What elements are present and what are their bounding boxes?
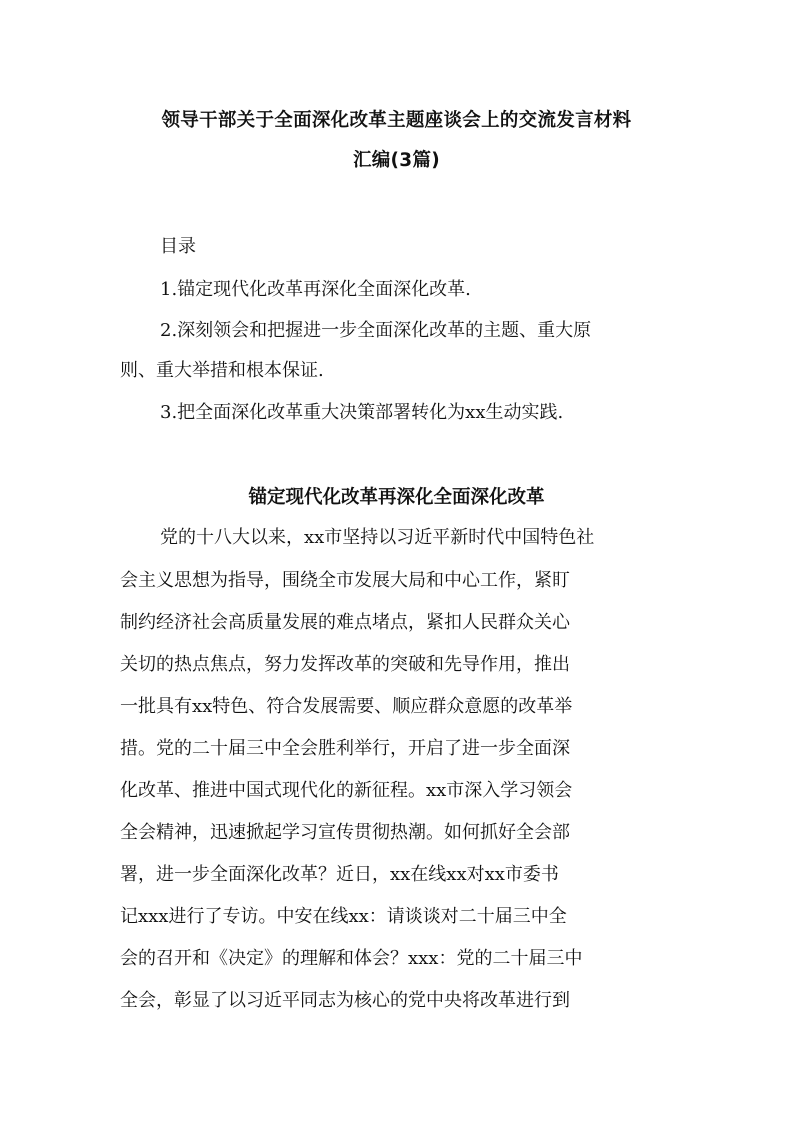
body-line: 化改革、推进中国式现代化的新征程。xx市深入学习领会 — [120, 780, 573, 801]
body-line: 署，进一步全面深化改革？近日，xx在线xx对xx市委书 — [120, 864, 559, 885]
toc-item-2-line1: 2.深刻领会和把握进一步全面深化改革的主题、重大原 — [160, 320, 592, 341]
body-line: 全会精神，迅速掀起学习宣传贯彻热潮。如何抓好全会部 — [120, 822, 570, 843]
body-line: 会主义思想为指导，围绕全市发展大局和中心工作，紧盯 — [120, 570, 570, 591]
body-line: 全会，彰显了以习近平同志为核心的党中央将改革进行到 — [120, 990, 570, 1011]
toc-item-3: 3.把全面深化改革重大决策部署转化为xx生动实践. — [160, 402, 564, 423]
body-line: 措。党的二十届三中全会胜利举行，开启了进一步全面深 — [120, 738, 570, 759]
body-line: 记xxx进行了专访。中安在线xx：请谈谈对二十届三中全 — [120, 906, 567, 927]
body-line: 会的召开和《决定》的理解和体会？xxx：党的二十届三中 — [120, 948, 583, 969]
toc-heading: 目录 — [160, 236, 196, 257]
body-line: 关切的热点焦点，努力发挥改革的突破和先导作用，推出 — [120, 654, 570, 675]
body-line: 一批具有xx特色、符合发展需要、顺应群众意愿的改革举 — [120, 696, 573, 717]
document-title-line1: 领导干部关于全面深化改革主题座谈会上的交流发言材料 — [161, 110, 632, 131]
toc-item-1: 1.锚定现代化改革再深化全面深化改革. — [160, 279, 471, 300]
document-title-line2: 汇编(3篇) — [352, 150, 441, 171]
toc-item-2-line2: 则、重大举措和根本保证. — [120, 360, 324, 381]
section-title: 锚定现代化改革再深化全面深化改革 — [248, 487, 545, 508]
body-line: 制约经济社会高质量发展的难点堵点，紧扣人民群众关心 — [120, 612, 570, 633]
body-line: 党的十八大以来，xx市坚持以习近平新时代中国特色社 — [160, 527, 595, 548]
